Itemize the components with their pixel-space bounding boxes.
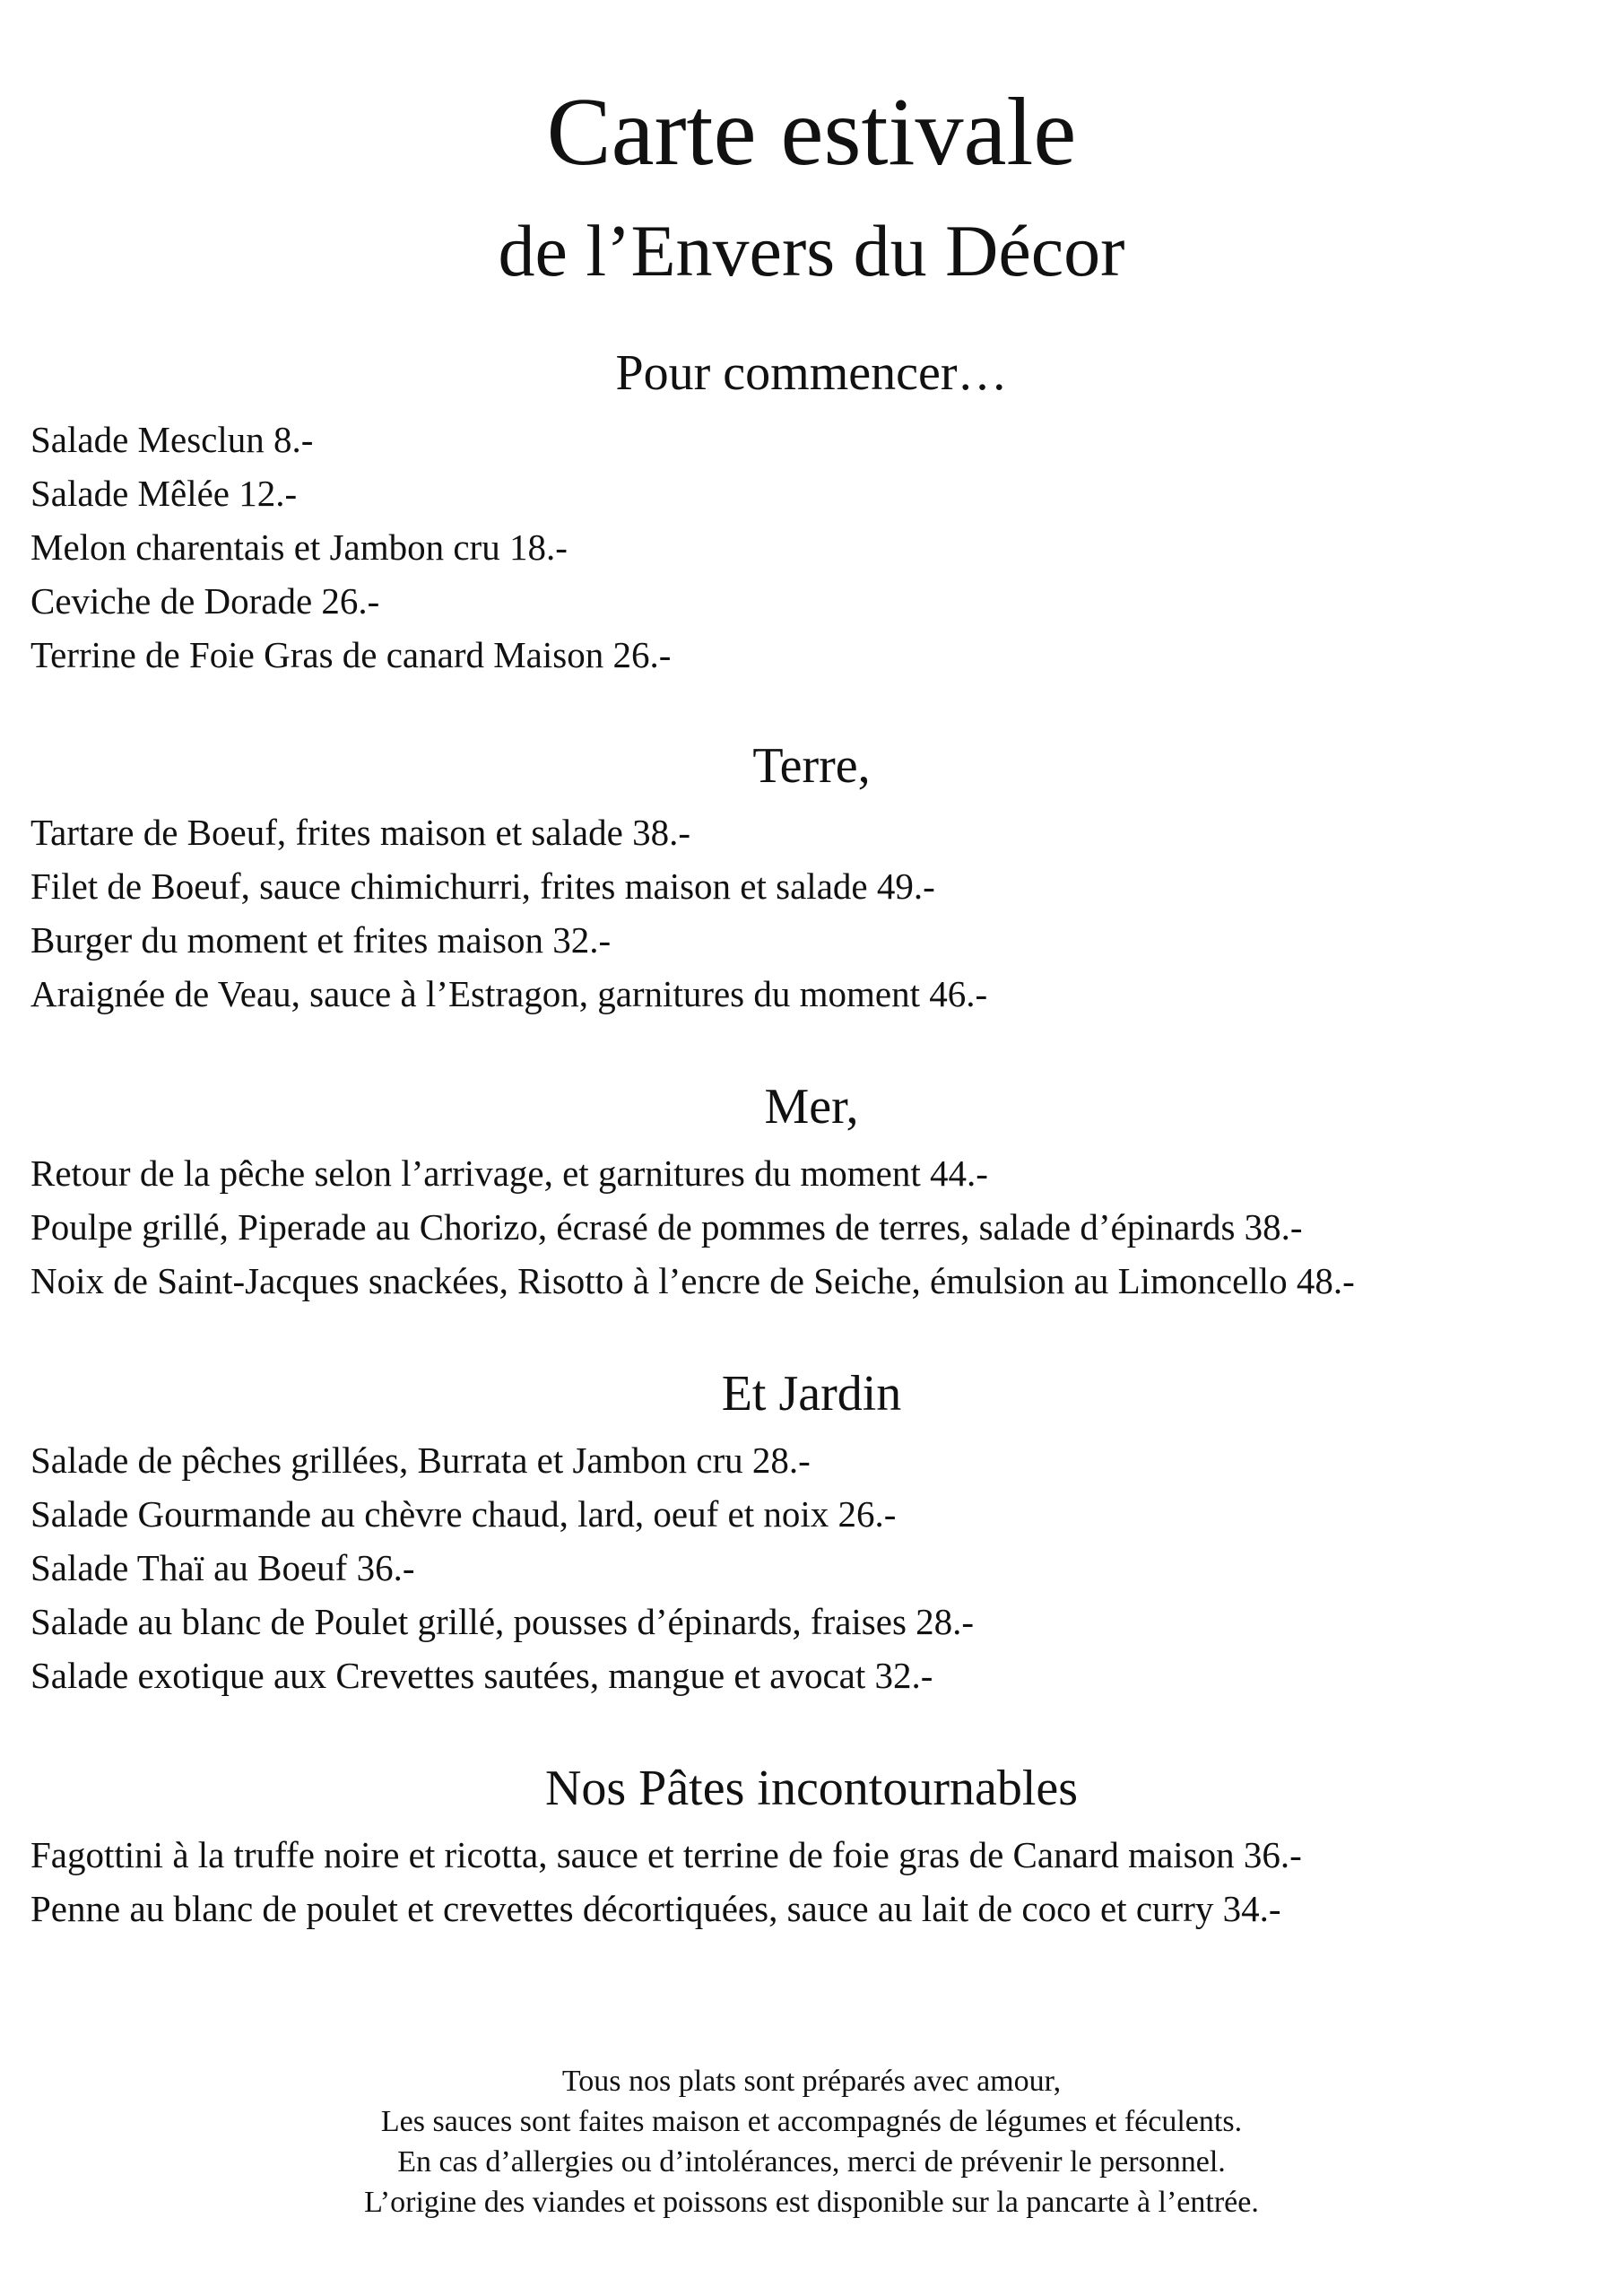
menu-item-list	[0, 1146, 1623, 1308]
section-starters	[0, 341, 1623, 682]
menu-item: Noix de Saint-Jacques snackées, Risotto à l’encre de Seiche, émulsion au Limoncello 48.-	[30, 1260, 1355, 1301]
section-pates	[0, 1756, 1623, 1935]
section-heading: Mer,	[764, 1079, 859, 1135]
section-mer	[0, 1074, 1623, 1308]
menu-item-list	[0, 805, 1623, 1021]
menu-item: Salade au blanc de Poulet grillé, pousses d’épinards, fraises 28.-	[30, 1601, 975, 1642]
menu-item: Salade exotique aux Crevettes sautées, mangue et avocat 32.-	[30, 1655, 933, 1696]
footer-line: L’origine des viandes et poissons est disponible sur la pancarte à l’entrée.	[364, 2186, 1259, 2219]
menu-item: Retour de la pêche selon l’arrivage, et garnitures du moment 44.-	[30, 1152, 988, 1194]
section-jardin	[0, 1361, 1623, 1702]
menu-item: Araignée de Veau, sauce à l’Estragon, garnitures du moment 46.-	[30, 973, 988, 1014]
menu-item: Melon charentais et Jambon cru 18.-	[30, 526, 568, 568]
section-heading: Nos Pâtes incontournables	[544, 1761, 1079, 1816]
section-terre	[0, 734, 1623, 1021]
menu-item-list	[0, 1433, 1623, 1702]
footer-line: Les sauces sont faites maison et accompagnés de légumes et féculents.	[380, 2105, 1243, 2138]
page-subtitle: de l’Envers du Décor	[498, 210, 1125, 291]
menu-item: Salade Mesclun 8.-	[30, 419, 314, 460]
section-heading: Pour commencer…	[615, 345, 1008, 401]
section-heading: Et Jardin	[721, 1366, 902, 1422]
menu-item: Tartare de Boeuf, frites maison et salade 38.-	[30, 812, 690, 853]
footer-line: Tous nos plats sont préparés avec amour,	[561, 2065, 1062, 2098]
menu-item: Filet de Boeuf, sauce chimichurri, frites maison et salade 49.-	[30, 865, 935, 907]
menu-item: Terrine de Foie Gras de canard Maison 26.-	[30, 634, 672, 675]
menu-item-list	[0, 1828, 1623, 1935]
footer-line: En cas d’allergies ou d’intolérances, merci de prévenir le personnel.	[397, 2145, 1226, 2179]
menu-item: Salade Gourmande au chèvre chaud, lard, oeuf et noix 26.-	[30, 1493, 897, 1535]
menu-item: Burger du moment et frites maison 32.-	[30, 919, 612, 961]
menu-item: Salade Mêlée 12.-	[30, 473, 298, 514]
section-heading: Terre,	[752, 738, 871, 794]
menu-item: Ceviche de Dorade 26.-	[30, 580, 380, 622]
menu-item: Salade Thaï au Boeuf 36.-	[30, 1547, 415, 1588]
menu-item: Salade de pêches grillées, Burrata et Jambon cru 28.-	[30, 1439, 811, 1481]
menu-item-list	[0, 413, 1623, 682]
page-title: Carte estivale	[546, 79, 1077, 186]
menu-item: Penne au blanc de poulet et crevettes décortiquées, sauce au lait de coco et curry 34.-	[30, 1888, 1281, 1929]
menu-item: Fagottini à la truffe noire et ricotta, sauce et terrine de foie gras de Canard maison 36.-	[30, 1834, 1302, 1875]
footer-notes	[0, 2061, 1623, 2222]
menu-item: Poulpe grillé, Piperade au Chorizo, écrasé de pommes de terres, salade d’épinards 38.-	[30, 1206, 1303, 1248]
